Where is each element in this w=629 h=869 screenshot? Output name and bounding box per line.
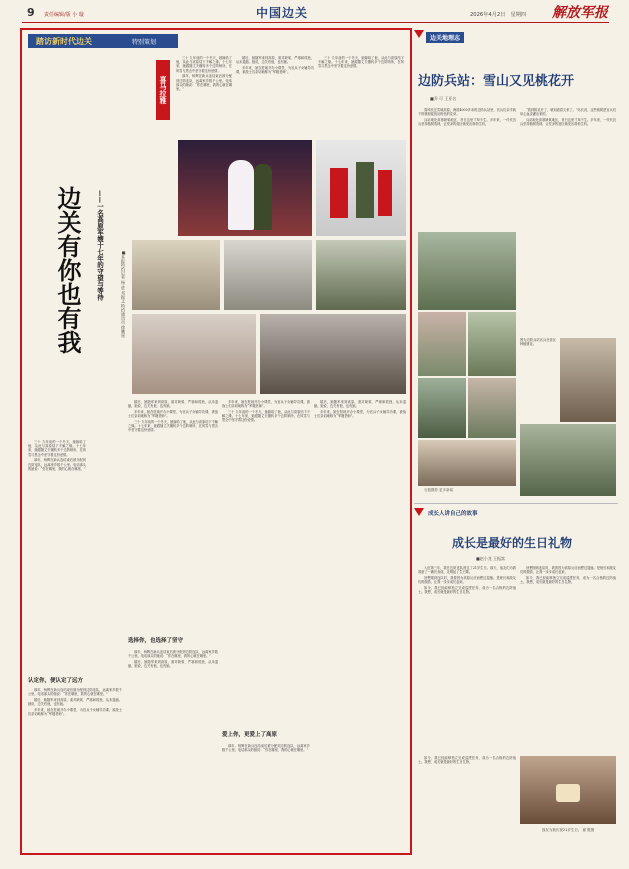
body-column-3b (222, 744, 310, 844)
body-para: 婚后，她随军来到高原，面对缺氧、严寒和孤独，从未退缩。她说，边关有他，也有她。 (314, 400, 406, 409)
photo-soldier-portrait (560, 338, 616, 422)
snow-column-2 (520, 108, 616, 336)
article-title-snow: 边防兵站：雪山又见桃花开 (418, 74, 575, 89)
wedding-photo (178, 140, 312, 236)
snow-caption: 图为边防兵站官兵在营区种植桃花。 (520, 338, 556, 347)
body-column-1 (28, 440, 86, 560)
photo-birthday (520, 756, 616, 824)
body-para: 多年来，她在驻地开办小课堂，为官兵子女辅导功课，被战士们亲切地称为“军嫂老师”。 (128, 410, 218, 419)
intro-para: 三十 九年前的一个冬天，她嫁给了他，从此与高原结下不解之缘。十七年来，她跟随丈夫辗转多个边防哨所，在风雪与思念中坚守着这份爱情。 (176, 56, 232, 73)
body-para: 那年，杨辉在新兵连结束后被分配到边防连队，远离家乡数千公里。电话那头的她说：“你在哪里，我的心就在哪里。” (28, 458, 86, 471)
body-para: 婚后，她随军来到高原，面对缺氧、严寒和孤独，从未退缩。她说，边关有他，也有她。 (128, 660, 218, 669)
section-marker-icon (414, 508, 424, 516)
article-byline-snow: ■乔 可 王亚名 (430, 96, 457, 101)
body-column-2 (128, 400, 218, 628)
body-para: 三十 九年前的一个冬天，她嫁给了他，从此与高原结下不解之缘。十七年来，她跟随丈夫辗转多个边防哨所，在风雪与思念中坚守着这份爱情。 (128, 420, 218, 433)
body-para: 那年，杨辉在新兵连结束后被分配到边防连队，远离家乡数千公里。电话那头的她说：“你在哪里，我的心就在哪里。” (28, 688, 122, 697)
family-photo (316, 140, 406, 236)
issue-date: 2026年4月2日 星期四 (470, 12, 527, 18)
page-title: 中国边关 (256, 6, 309, 20)
birthday-para: 入伍第三年，我在边防连队度过了21岁生日。那天，战友们为我准备了一碗长寿面，还唱起了生日歌。 (418, 566, 516, 575)
birthday-column-1 (418, 566, 516, 752)
person-figure (330, 168, 348, 218)
divider (414, 503, 618, 504)
body-column-1b (28, 688, 122, 844)
birthday-caption: 战友为我庆祝21岁生日。 翟 胜摄 (541, 828, 595, 832)
photo-peach-blossom-1 (418, 232, 516, 310)
photo-peach-blossom-3 (468, 312, 516, 376)
section-heading-2: 选择你，也选择了坚守 (128, 638, 184, 644)
body-para: 三十 九年前的一个冬天，她嫁给了他，从此与高原结下不解之缘。十七年来，她跟随丈夫辗转多个边防哨所，在风雪与思念中坚守着这份爱情。 (28, 440, 86, 457)
birthday-para: 如今，我已经能够独立完成巡逻任务，成为一名合格的边防战士。我想，成长就是最好的生日礼物。 (418, 756, 516, 765)
feature-banner-title: 踏访新时代边关 (36, 37, 92, 46)
body-para: 婚后，她随军来到高原，面对缺氧、严寒和孤独，从未退缩。她说，边关有他，也有她。 (128, 400, 218, 409)
section-marker-icon (414, 30, 424, 38)
person-figure (356, 162, 374, 218)
photo-soldiers-field (520, 424, 616, 496)
editor-line: 责任编辑/版 小 璇 (44, 12, 84, 18)
body-column-4 (314, 400, 406, 844)
snow-column-1 (418, 108, 516, 226)
section-heading-1: 认定你，便认定了远方 (28, 678, 84, 684)
body-para: 多年来，她在驻地开办小课堂，为官兵子女辅导功课，被战士们亲切地称为“军嫂老师”。 (222, 400, 310, 409)
section-label-story: 成长人讲自己的故事 (428, 511, 478, 517)
intro-para: 多年来，她在驻地开办小课堂，为官兵子女辅导功课，被战士们亲切地称为“军嫂老师”。 (236, 66, 314, 75)
photo-barracks (418, 440, 516, 486)
photo-parade (316, 240, 406, 310)
intro-para: 三十 九年前的一个冬天，她嫁给了他，从此与高原结下不解之缘。十七年来，她跟随丈夫辗转多个边防哨所，在风雪与思念中坚守着这份爱情。 (318, 56, 404, 69)
body-para: 婚后，她随军来到高原，面对缺氧、严寒和孤独，从未退缩。她说，边关有他，也有她。 (28, 698, 122, 707)
snow-para: 兵站地处高寒缺氧地区，昔日这里寸草不生。多年来，一代代官兵坚持植树造林，让荒凉的营区焕发出勃勃生机。 (520, 118, 616, 127)
header-rule (22, 22, 609, 23)
birthday-para: 如今，我已经能够独立完成巡逻任务，成为一名合格的边防战士。我想，成长就是最好的生日礼物。 (418, 586, 516, 595)
article-title-birthday: 成长是最好的生日礼物 (452, 536, 573, 550)
page-number: 9 (27, 6, 35, 19)
birthday-para: 回想刚到连队时，我曾因为高原反应而想过退缩。是班长和战友们的鼓励，让我一步步成长起来。 (520, 566, 616, 575)
feature-headline: 边关有你也有我 (53, 186, 82, 354)
feature-subtitle: ——一名高原军嫂十七年的守望与等待 (96, 190, 104, 301)
photo-peach-blossom-2 (418, 312, 466, 376)
article-byline-birthday: ■赵小龙 王振富 (476, 556, 506, 561)
body-column-2b (128, 650, 218, 844)
photo-credit: 石磊摄影 更多新闻 (424, 488, 454, 492)
photo-soldiers-tree (418, 378, 466, 438)
intro-para: 婚后，她随军来到高原，面对缺氧、严寒和孤独，从未退缩。她说，边关有他，也有她。 (236, 56, 314, 65)
body-para: 多年来，她在驻地开办小课堂，为官兵子女辅导功课，被战士们亲切地称为“军嫂老师”。 (28, 708, 122, 717)
snow-para: 春风吹过雪域高原，海拔4000多米的边防兵站里，官兵们亲手栽下的桃树绽放出粉色的花朵。 (418, 108, 516, 117)
body-para: 那年，杨辉在新兵连结束后被分配到边防连队，远离家乡数千公里。电话那头的她说：“你在哪里，我的心就在哪里。” (128, 650, 218, 659)
body-para: 多年来，她在驻地开办小课堂，为官兵子女辅导功课，被战士们亲切地称为“军嫂老师”。 (314, 410, 406, 419)
section-label-geography: 边关地理志 (426, 32, 464, 43)
feature-tag: 喜马拉雅 (156, 60, 170, 120)
section-heading-3: 爱上你，更爱上了高原 (222, 732, 278, 738)
birthday-para: 如今，我已经能够独立完成巡逻任务，成为一名合格的边防战士。我想，成长就是最好的生日礼物。 (520, 576, 616, 585)
photo-group-soldiers (260, 314, 406, 394)
body-para: 三十 九年前的一个冬天，她嫁给了他，从此与高原结下不解之缘。十七年来，她跟随丈夫辗转多个边防哨所，在风雪与思念中坚守着这份爱情。 (222, 410, 310, 423)
birthday-column-1b (418, 756, 516, 846)
person-figure (378, 170, 392, 216)
feature-byline: ■本报特约记者 杨 进 邓振文 特约通讯员 徐鹏遥 (121, 250, 126, 338)
bride-figure (228, 160, 254, 230)
photo-soldier-child (224, 240, 312, 310)
birthday-para: 回想刚到连队时，我曾因为高原反应而想过退缩。是班长和战友们的鼓励，让我一步步成长起来。 (418, 576, 516, 585)
snow-para: “看到桃花开了，就知道春天来了。”站长说，这些桃树是官兵们用心血浇灌出来的。 (520, 108, 616, 117)
groom-figure (254, 164, 272, 230)
newspaper-logo: 解放军报 (552, 5, 608, 21)
cake-icon (556, 784, 580, 802)
photo-soldier-planting (468, 378, 516, 438)
photo-woman-studying (132, 314, 256, 394)
feature-banner-sub: 特别策划 (132, 39, 157, 46)
snow-para: 兵站地处高寒缺氧地区，昔日这里寸草不生。多年来，一代代官兵坚持植树造林，让荒凉的营区焕发出勃勃生机。 (418, 118, 516, 127)
body-column-3 (222, 400, 310, 730)
birthday-column-2 (520, 566, 616, 752)
feature-banner (28, 34, 178, 48)
photo-soldier-family (132, 240, 220, 310)
intro-para: 那年，杨辉在新兵连结束后被分配到边防连队，远离家乡数千公里。电话那头的她说：“你在哪里，我的心就在哪里。” (176, 74, 232, 92)
body-para: 那年，杨辉在新兵连结束后被分配到边防连队，远离家乡数千公里。电话那头的她说：“你在哪里，我的心就在哪里。” (222, 744, 310, 753)
